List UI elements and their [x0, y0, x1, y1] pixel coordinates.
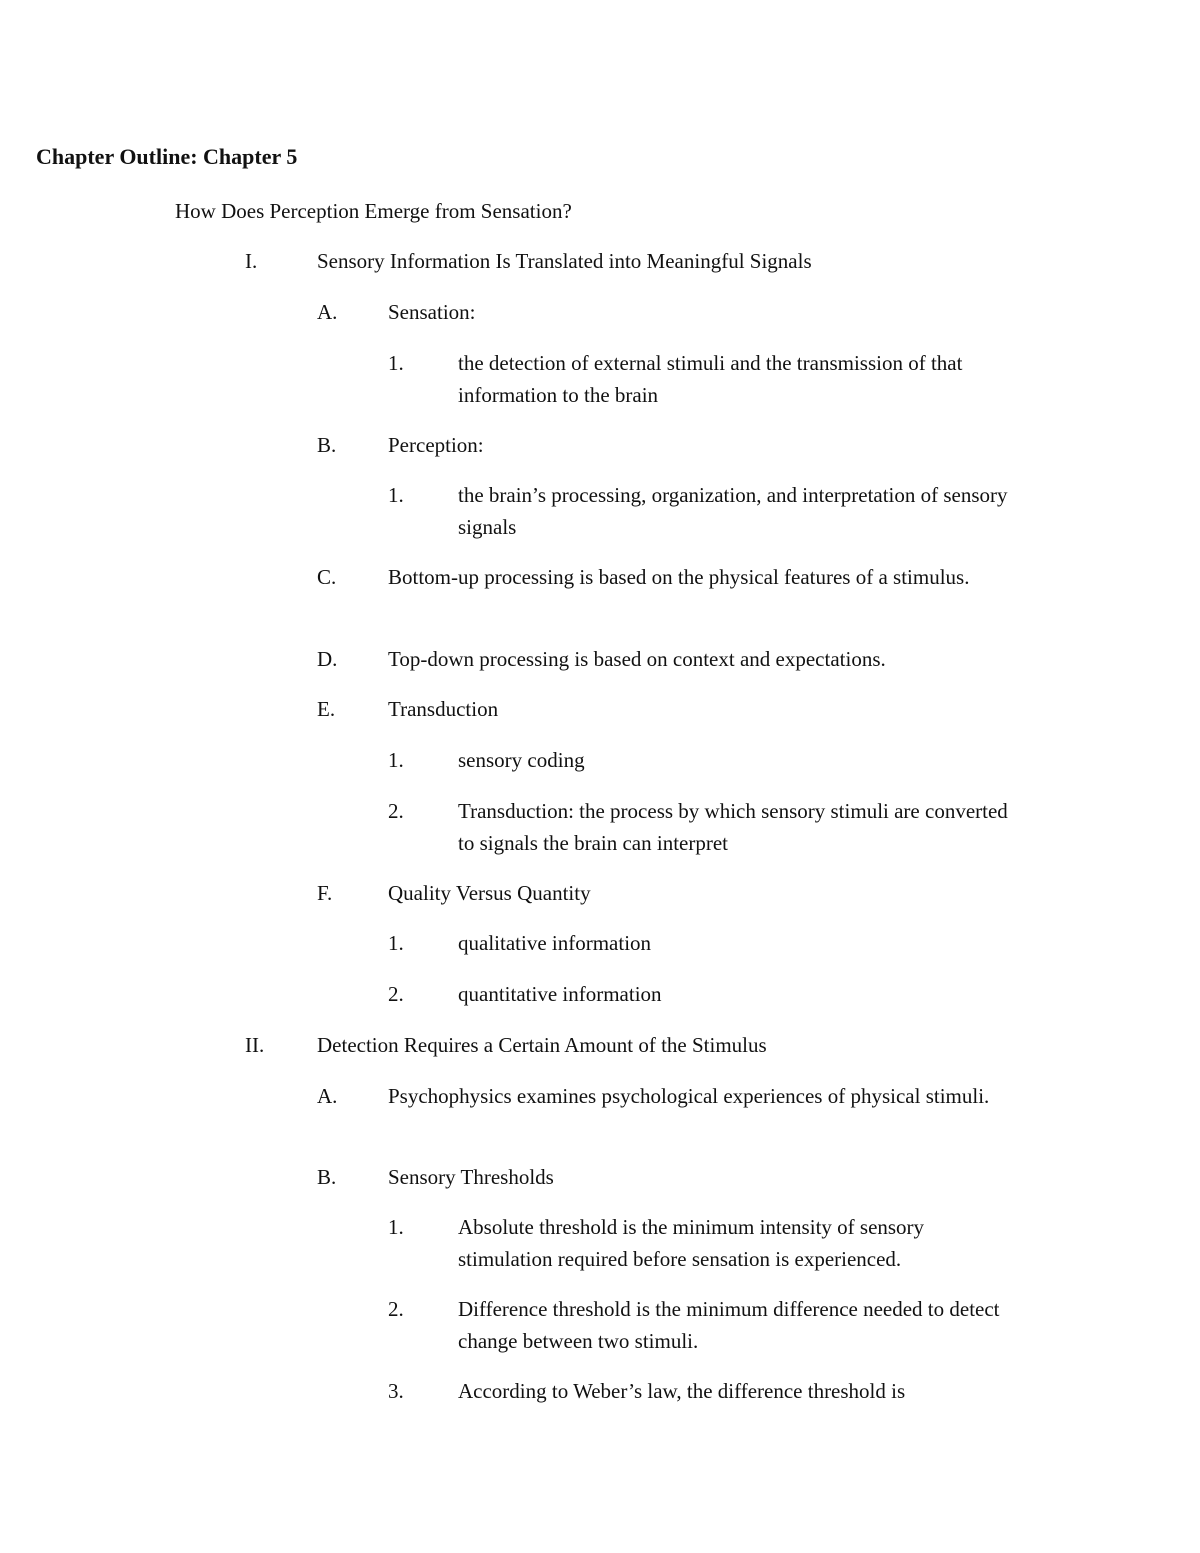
subitem-text: Transduction: the process by which sensory stimuli are converted to signals the brain can interpret — [458, 799, 1008, 855]
section-marker: I. — [245, 249, 258, 273]
subitem-marker: 2. — [388, 982, 404, 1006]
item-marker: F. — [317, 881, 333, 905]
subitem-marker: 1. — [388, 931, 404, 955]
subitem-text: quantitative information — [458, 982, 662, 1006]
item-marker: B. — [317, 1165, 337, 1189]
document-title: Chapter Outline: Chapter 5 — [36, 144, 298, 169]
subitem-text: the detection of external stimuli and the transmission of that information to the brain — [458, 351, 963, 407]
subitem-text: According to Weber’s law, the difference threshold is — [458, 1379, 906, 1403]
item-text: Perception: — [388, 433, 484, 457]
subitem-marker: 3. — [388, 1379, 404, 1403]
item-text: Sensory Thresholds — [388, 1165, 554, 1189]
subitem-text: Difference threshold is the minimum difference needed to detect change between two stimuli. — [458, 1297, 1000, 1353]
item-text: Sensation: — [388, 300, 476, 324]
item-text: Bottom-up processing is based on the physical features of a stimulus. — [388, 565, 970, 589]
item-marker: A. — [317, 1084, 338, 1108]
item-text: Top-down processing is based on context and expectations. — [388, 647, 886, 671]
subitem-text: sensory coding — [458, 748, 585, 772]
section-heading: Sensory Information Is Translated into Meaningful Signals — [317, 249, 812, 273]
item-marker: B. — [317, 433, 337, 457]
item-marker: A. — [317, 300, 338, 324]
item-text: Transduction — [388, 697, 499, 721]
subitem-text: the brain’s processing, organization, and interpretation of sensory signals — [458, 483, 1008, 539]
subitem-text: qualitative information — [458, 931, 652, 955]
item-marker: E. — [317, 697, 336, 721]
subitem-marker: 2. — [388, 1297, 404, 1321]
subitem-marker: 1. — [388, 1215, 404, 1239]
section-marker: II. — [245, 1033, 265, 1057]
subitem-marker: 1. — [388, 748, 404, 772]
subitem-marker: 2. — [388, 799, 404, 823]
document-subtitle: How Does Perception Emerge from Sensation? — [175, 199, 572, 223]
item-marker: C. — [317, 565, 337, 589]
item-marker: D. — [317, 647, 338, 671]
item-text: Quality Versus Quantity — [388, 881, 591, 905]
subitem-marker: 1. — [388, 351, 404, 375]
subitem-marker: 1. — [388, 483, 404, 507]
section-heading: Detection Requires a Certain Amount of the Stimulus — [317, 1033, 767, 1057]
subitem-text: Absolute threshold is the minimum intensity of sensory stimulation required before sensation is experienced. — [458, 1215, 925, 1271]
item-text: Psychophysics examines psychological experiences of physical stimuli. — [388, 1084, 990, 1108]
